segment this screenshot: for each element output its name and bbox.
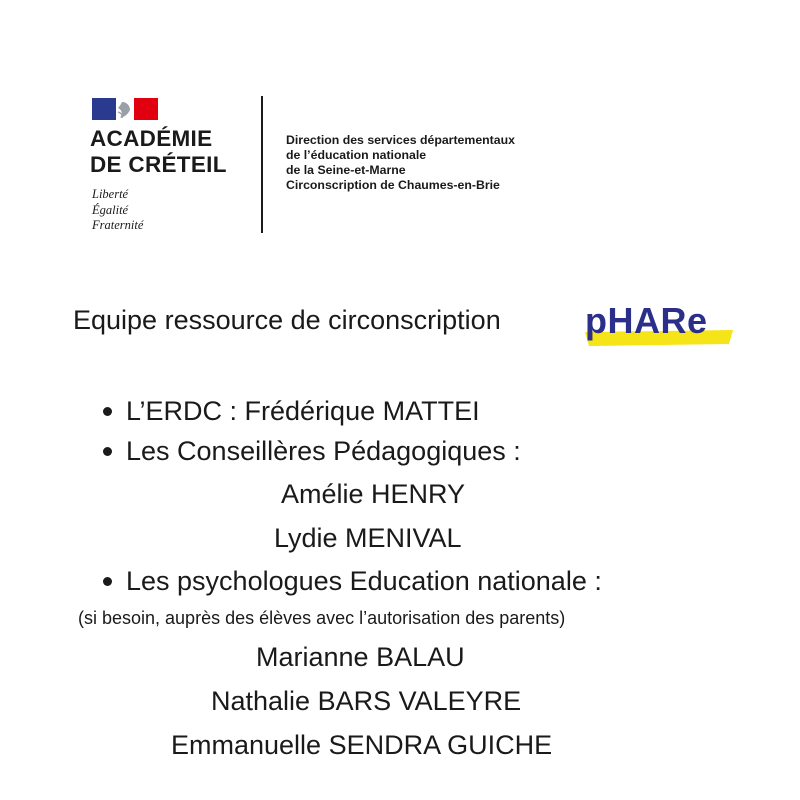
academie-line-2: DE CRÉTEIL xyxy=(90,152,227,177)
psychologues-note: (si besoin, auprès des élèves avec l’autorisation des parents) xyxy=(78,608,566,628)
motto-liberte: Liberté xyxy=(92,187,129,201)
conseilleres-heading: Les Conseillères Pédagogiques : xyxy=(126,436,521,466)
direction-line-1: Direction des services départementaux xyxy=(286,133,515,147)
name-amelie-henry: Amélie HENRY xyxy=(281,479,466,509)
psychologues-heading: Les psychologues Education nationale : xyxy=(126,566,602,596)
phare-logo-text: pHARe xyxy=(585,300,708,341)
republic-motto xyxy=(92,187,143,234)
page-title: Equipe ressource de circonscription xyxy=(73,305,501,335)
bullet-icon xyxy=(103,447,112,456)
name-emmanuelle-sendra-guiche: Emmanuelle SENDRA GUICHE xyxy=(171,730,553,760)
bullet-icon xyxy=(103,407,112,416)
direction-line-3: de la Seine-et-Marne xyxy=(286,163,406,177)
header-divider xyxy=(261,96,263,233)
erdc-line: L’ERDC : Frédérique MATTEI xyxy=(126,396,480,426)
direction-line-2: de l’éducation nationale xyxy=(286,148,427,162)
name-marianne-balau: Marianne BALAU xyxy=(256,642,465,672)
motto-fraternite: Fraternité xyxy=(92,218,144,232)
marianne-flag-icon xyxy=(92,98,158,120)
direction-line-4: Circonscription de Chaumes-en-Brie xyxy=(286,178,500,192)
academie-line-1: ACADÉMIE xyxy=(90,126,213,151)
direction-block xyxy=(286,133,515,193)
phare-logo xyxy=(583,300,733,348)
name-lydie-menival: Lydie MENIVAL xyxy=(274,523,462,553)
motto-egalite: Égalité xyxy=(92,202,129,217)
bullet-icon xyxy=(103,577,112,586)
academie-logo-text xyxy=(90,126,227,178)
name-nathalie-bars-valeyre: Nathalie BARS VALEYRE xyxy=(211,686,522,716)
